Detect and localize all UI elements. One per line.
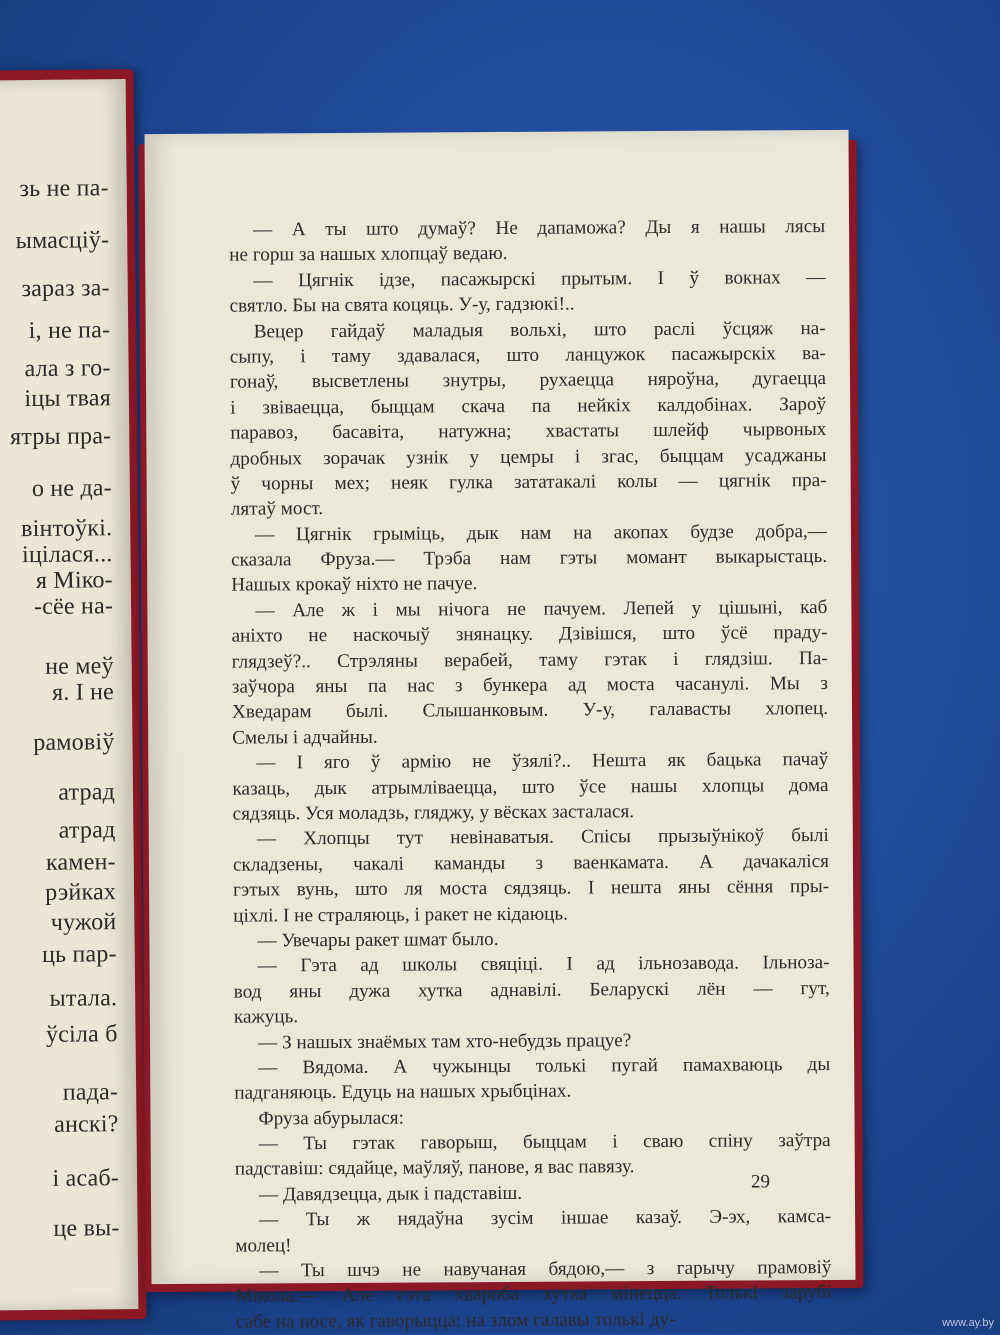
- text-line: — Давядзецца, дык і падставіш.: [258, 1182, 523, 1206]
- text-line: — З нашых знаёмых там хто-небудзь працуе?: [257, 1029, 632, 1053]
- text-line: ціхлі. І не страляюць, і ракет не кідаюць.: [233, 903, 568, 927]
- text-line: Нашых крокаў ніхто не пачуе.: [231, 573, 478, 597]
- text-line: лятаў мост.: [230, 498, 324, 520]
- text-line: вод яны дужа хутка аднавілі. Беларускі лён — гут,: [233, 977, 830, 1003]
- left-page-fragment: іцілася...: [21, 541, 113, 569]
- left-page-fragment: і асаб-: [52, 1165, 120, 1192]
- text-line: і звіваецца, быццам скача па нейкіх калдобінах. Зароў: [230, 393, 827, 419]
- text-line: гэтых вунь, што ля моста сядзяць. І нешта яны сёння пры-: [233, 876, 830, 901]
- text-line: аніхто не наскочыў знянацку. Дзівішся, што ўсё праду-: [231, 622, 828, 647]
- text-line: Мікола.— Але гэта хвароба хутка мінецца. Толькі зарубі: [235, 1282, 832, 1308]
- text-line: дробных зорачак узнік у цемры і згас, быццам усаджаны: [230, 444, 827, 470]
- text-line: — Увечары ракет шмат было.: [257, 928, 499, 952]
- left-page-fragment: іцы твая: [24, 385, 112, 413]
- left-page-fragment: ятры пра-: [9, 423, 112, 451]
- text-line: складзены, чакалі каманды з ваенкамата. А дачакаліся: [232, 850, 830, 876]
- text-line: святло. Бы на свята коцяць. У-у, гадзюкі!..: [229, 293, 575, 317]
- left-page-fragment: не меў: [45, 653, 114, 680]
- left-page-fragment: я Міко-: [35, 567, 113, 594]
- left-page-fragment: це вы-: [53, 1215, 120, 1242]
- text-line: сыпу, і таму здавалася, што ланцужок пасажырскіх ва-: [229, 342, 826, 368]
- text-line: Фруза абурылася:: [258, 1107, 404, 1130]
- left-page-fragment: о не да-: [31, 475, 112, 503]
- text-line: — Цягнік грыміць, дык нам на акопах будзе добра,—: [254, 520, 827, 546]
- text-line: падганяюць. Едуць на нашых хрыбцінах.: [234, 1080, 572, 1104]
- text-line: Вецер гайдаў маладыя вольхі, што раслі ўсцяж на-: [253, 317, 826, 343]
- text-line: молец!: [235, 1234, 292, 1257]
- text-line: — Цягнік ідзе, пасажырскі прытым. І ў вокнах —: [253, 266, 826, 292]
- left-page-fragment: чужой: [50, 909, 117, 936]
- left-page-fragment: рэйках: [45, 879, 117, 906]
- text-line: — Гэта ад школы свяціці. І ад ільнозавода. Ільноза-: [257, 952, 830, 977]
- text-line: — І яго ў армію не ўзялі?.. Нешта як бацька пачаў: [256, 749, 829, 774]
- left-page-fragment: анскі?: [54, 1111, 119, 1138]
- text-line: — Ты ж нядаўна зусім іншае казаў. Э-эх, камса-: [259, 1206, 832, 1231]
- text-line: сказала Фруза.— Трэба нам гэты момант выкарыстаць.: [231, 546, 828, 571]
- text-line: кажуць.: [233, 1006, 299, 1028]
- left-page-fragment: -сёе на-: [33, 593, 114, 621]
- left-page-fragment: вінтоўкі.: [20, 515, 113, 543]
- text-line: глядзеў?.. Стрэляны верабей, таму гэтак і глядзіш. Па-: [231, 647, 828, 673]
- left-page-fragment: пада-: [62, 1079, 119, 1106]
- text-line: казаць, дык атрымліваецца, што ўсе нашы хлопцы дома: [232, 774, 829, 800]
- left-page-fragment: ць пар-: [41, 941, 117, 968]
- left-page-fragment: зь не па-: [19, 175, 109, 203]
- text-line: сядзяць. Уся моладзь, гляджу, у вёсках засталася.: [232, 801, 635, 825]
- text-line: — А ты што думаў? Не дапаможа? Ды я нашы лясы: [253, 216, 826, 241]
- page-number: 29: [750, 1171, 770, 1193]
- text-line: не горш за нашых хлопцаў ведаю.: [229, 243, 508, 267]
- watermark: www.ay.by: [942, 1317, 994, 1329]
- text-line: — Хлопцы тут невінаватыя. Спісы прызыўнікоў былі: [256, 825, 829, 850]
- left-page-fragment: ымасціў-: [15, 227, 110, 255]
- left-page-fragment: рамовіў: [33, 729, 115, 757]
- text-line: — Ты гэтак гаворыш, быццам і сваю спіну заўтра: [258, 1130, 831, 1155]
- left-page-fragment: ытала.: [49, 985, 118, 1012]
- left-page-fragment: зараз за-: [21, 275, 110, 303]
- left-page: [0, 79, 138, 1311]
- left-page-fragment: і, не па-: [28, 317, 111, 345]
- text-line: — Ты шчэ не навучаная бядою,— з гарычу прамовіў: [259, 1257, 832, 1282]
- left-page-fragment: ўсіла б: [45, 1021, 118, 1048]
- page-text: [229, 214, 832, 1335]
- right-page: [144, 130, 855, 1333]
- text-line: Хведарам былі. Слышанковым. У-у, галавасты хлопец.: [231, 698, 829, 724]
- text-line: гонаў, высветлены знутры, рухаецца няроўна, дугаецца: [229, 368, 827, 393]
- left-page-fragment: я. І не: [51, 679, 115, 706]
- left-page-fragment: атрад: [58, 779, 116, 806]
- text-line: падставіш: сядайце, маўляў, панове, я вас павязу.: [234, 1156, 635, 1181]
- text-line: ў чорны мех; неяк гулка зататакалі колы — цягнік пра-: [230, 469, 827, 495]
- text-line: сабе на носе, як гаворыцца: на злом галавы толькі ду-: [235, 1308, 676, 1333]
- text-line: — Вядома. А чужынцы толькі пугай памахваюць ды: [258, 1053, 831, 1079]
- text-line: паравоз, басавіта, натужна; хвастаты шлейф чырвоных: [230, 419, 827, 444]
- left-page-fragment: камен-: [45, 849, 116, 876]
- text-line: заўчора яны па нас з бункера ад моста часанулі. Мы з: [231, 673, 828, 698]
- left-page-fragment: атрад: [58, 817, 116, 844]
- left-page-fragment: ала з го-: [24, 355, 111, 383]
- text-line: — Але ж і мы нічога не пачуем. Лепей у цішыні, каб: [255, 596, 828, 622]
- text-line: Смелы і адчайны.: [232, 726, 378, 749]
